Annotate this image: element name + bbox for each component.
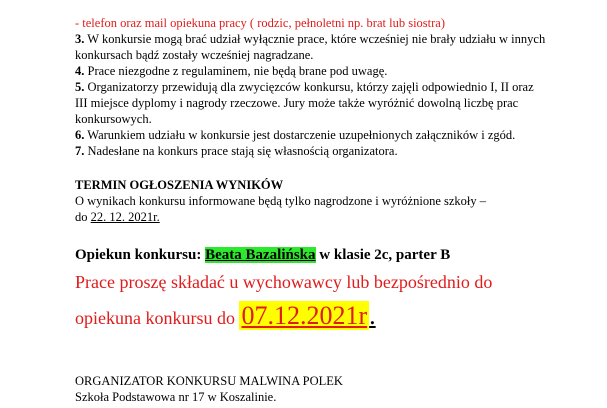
guardian-contact-line: - telefon oraz mail opiekuna pracy ( rodzic, pełnoletni np. brat lub siostra) — [75, 16, 446, 30]
rule-text: Prace niezgodne z regulaminem, nie będą brane pod uwagę. — [84, 64, 388, 78]
submission-text: opiekuna konkursu do — [75, 308, 240, 328]
rule-7 — [75, 143, 600, 159]
rule-number: 7. — [75, 144, 85, 158]
rule-text: Warunkiem udziału w konkursie jest dostarczenie uzupełnionych załączników i zgód. — [84, 128, 516, 142]
results-date-prefix: do — [75, 210, 91, 224]
rule-4 — [75, 63, 600, 79]
guardian-label: Opiekun konkursu: — [75, 247, 206, 263]
results-date-line — [75, 209, 600, 225]
rule-5-cont: III miejsce dyplomy i nagrody rzeczowe. Jury może także wyróżnić dowolną liczbę prac — [75, 96, 519, 110]
results-date: 22. 12. 2021r. — [90, 210, 160, 224]
document-page — [75, 15, 600, 405]
rule-5-cont-2: konkursowych. — [75, 112, 152, 126]
rule-5 — [75, 79, 600, 95]
rule-6 — [75, 127, 600, 143]
rule-3-cont: konkursach bądź zostały wcześniej nagradzane. — [75, 48, 314, 62]
rule-number: 6. — [75, 128, 85, 142]
results-text: O wynikach konkursu informowane będą tylko nagrodzone i wyróżnione szkoły – — [75, 194, 487, 208]
submission-deadline: 07.12.2021r — [241, 301, 368, 330]
rule-number: 4. — [75, 64, 85, 78]
rule-text: Nadesłane na konkurs prace stają się własnością organizatora. — [84, 144, 398, 158]
rule-number: 3. — [75, 32, 85, 46]
submission-dot: . — [369, 301, 376, 330]
guardian-location: w klasie 2c, parter B — [315, 247, 451, 263]
results-heading: TERMIN OGŁOSZENIA WYNIKÓW — [75, 178, 284, 192]
rule-text: W konkursie mogą brać udział wyłącznie prace, które wcześniej nie brały udziału w innych — [84, 32, 546, 46]
organizer-name: ORGANIZATOR KONKURSU MALWINA POLEK — [75, 374, 343, 388]
rule-text: Organizatorzy przewidują dla zwycięzców konkursu, którzy zajęli odpowiednio I, II oraz — [84, 80, 534, 94]
rule-number: 5. — [75, 80, 85, 94]
guardian-name: Beata Bazalińska — [205, 247, 316, 263]
organizer-school: Szkoła Podstawowa nr 17 w Koszalinie. — [75, 390, 277, 404]
submission-line-1: Prace proszę składać u wychowawcy lub bezpośrednio do — [75, 272, 493, 292]
rule-3 — [75, 31, 600, 47]
submission-line-2 — [75, 301, 600, 333]
guardian-line — [75, 245, 600, 265]
